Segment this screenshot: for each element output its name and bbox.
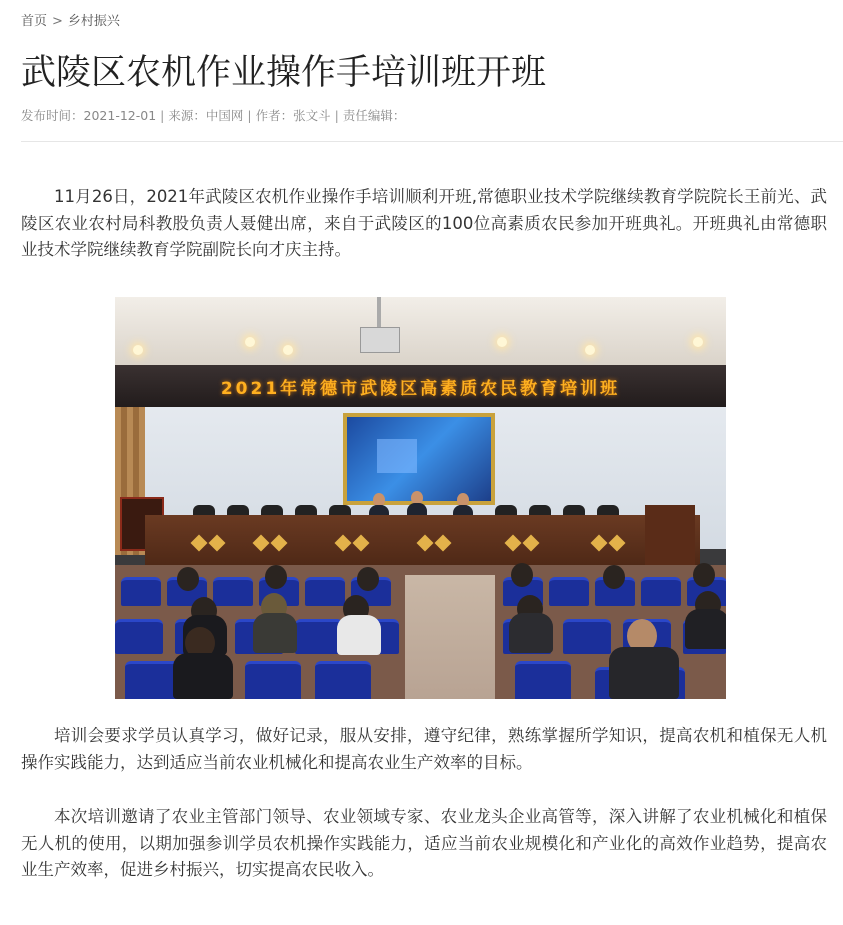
photo-ceiling-light bbox=[133, 345, 143, 355]
photo-audience-person bbox=[337, 615, 381, 655]
breadcrumb-home-link[interactable]: 首页 bbox=[21, 14, 48, 29]
article-title: 武陵区农机作业操作手培训班开班 bbox=[21, 53, 547, 93]
photo-ceiling bbox=[115, 297, 726, 369]
photo-audience-person bbox=[253, 613, 297, 653]
photo-ceiling-light bbox=[585, 345, 595, 355]
photo-projector bbox=[360, 327, 400, 353]
breadcrumb-separator: > bbox=[52, 14, 63, 29]
photo-audience-seat bbox=[115, 619, 163, 654]
article-paragraph-2: 培训会要求学员认真学习，做好记录，服从安排，遵守纪律，熟练掌握所学知识，提高农机和植保无人机操作实践能力，达到适应当前农业机械化和提高农业生产效率的目标。 bbox=[21, 726, 827, 772]
breadcrumb-section-link[interactable]: 乡村振兴 bbox=[67, 14, 120, 29]
meta-separator: | bbox=[334, 108, 339, 123]
photo-audience-seat bbox=[295, 619, 343, 654]
photo-audience-person bbox=[609, 647, 679, 699]
photo-ceiling-light bbox=[693, 337, 703, 347]
photo-audience-head bbox=[177, 567, 199, 591]
article-paragraph-3: 本次培训邀请了农业主管部门领导、农业领域专家、农业龙头企业高管等，深入讲解了农业机械化和植保无人机的使用，以期加强参训学员农机操作实践能力，适应当前农业规模化和产业化的高效作业趋势，提高农业生产效率，促进乡村振兴，切实提高农民收入。 bbox=[21, 807, 827, 879]
photo-audience-head bbox=[511, 563, 533, 587]
photo-banner bbox=[115, 365, 726, 407]
editor-label: 责任编辑： bbox=[342, 108, 406, 123]
photo-audience-person bbox=[685, 609, 726, 649]
article-meta bbox=[21, 107, 405, 125]
meta-separator: | bbox=[247, 108, 252, 123]
photo-audience-seat bbox=[641, 577, 681, 606]
source-value: 中国网 bbox=[205, 108, 244, 123]
photo-audience-seat bbox=[305, 577, 345, 606]
photo-audience-seat bbox=[245, 661, 301, 699]
photo-podium bbox=[645, 505, 695, 565]
photo-audience-person bbox=[173, 653, 233, 699]
photo-audience-seat bbox=[315, 661, 371, 699]
photo-ceiling-light bbox=[245, 337, 255, 347]
meta-separator: | bbox=[160, 108, 165, 123]
photo-audience-seat bbox=[213, 577, 253, 606]
photo-audience-seat bbox=[549, 577, 589, 606]
article-photo bbox=[115, 297, 726, 699]
photo-ceiling-light bbox=[283, 345, 293, 355]
photo-audience-seat bbox=[121, 577, 161, 606]
photo-projector-pole bbox=[377, 297, 381, 327]
photo-banner-text: 2021年常德市武陵区高素质农民教育培训班 bbox=[220, 378, 621, 399]
header-divider bbox=[21, 141, 843, 142]
photo-audience-head bbox=[357, 567, 379, 591]
photo-audience-seat bbox=[563, 619, 611, 654]
published-label: 发布时间： bbox=[21, 108, 84, 123]
photo-audience-person bbox=[509, 613, 553, 653]
photo-audience-head bbox=[265, 565, 287, 589]
photo-audience-head bbox=[693, 563, 715, 587]
breadcrumb bbox=[21, 12, 120, 32]
published-date: 2021-12-01 bbox=[83, 108, 157, 123]
author-label: 作者： bbox=[255, 108, 294, 123]
article-paragraph-1: 11月26日，2021年武陵区农机作业操作手培训顺利开班,常德职业技术学院继续教育学院院长王前光、武陵区农业农村局科教股负责人聂健出席，来自于武陵区的100位高素质农民参加开班典礼。开班典礼由常德职业技术学院继续教育学院副院长向才庆主持。 bbox=[21, 187, 827, 259]
photo-aisle bbox=[405, 575, 495, 699]
photo-audience-head bbox=[603, 565, 625, 589]
author-value: 张文斗 bbox=[293, 108, 331, 123]
source-label: 来源： bbox=[168, 108, 206, 123]
photo-audience-seat bbox=[515, 661, 571, 699]
photo-screen-window-logo bbox=[377, 439, 417, 473]
photo-ceiling-light bbox=[497, 337, 507, 347]
photo-screen-display bbox=[347, 417, 491, 501]
